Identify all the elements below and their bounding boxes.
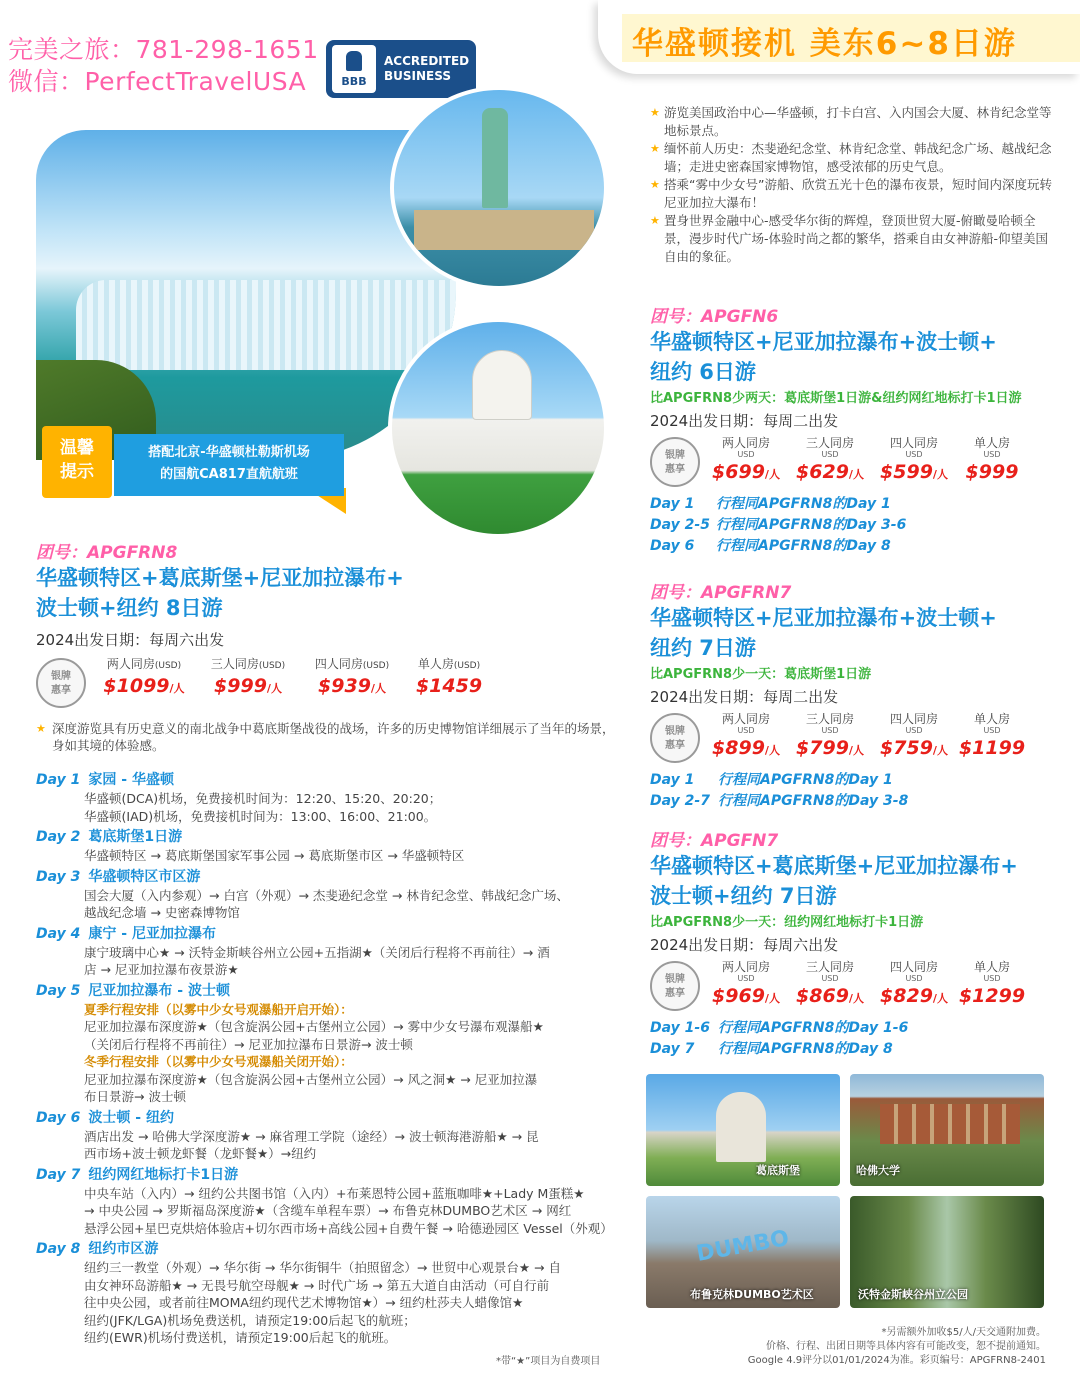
watkins-glen-photo: 沃特金斯峡谷州立公园 [850,1196,1044,1308]
dumbo-photo: DUMBO 布鲁克林DUMBO艺术区 [646,1196,840,1308]
itinerary-day-4: Day 4 康宁 - 尼亚加拉瀑布 康宁玻璃中心★ → 沃特金斯峡谷州立公园+五指湖★（关闭后行程将不再前往）→ 酒 店 → 尼亚加拉瀑布夜景游★ [36,925,550,977]
tour-diff: 比APGFRN8少一天：葛底斯堡1日游 [650,667,872,682]
tour-title: 华盛顿特区+葛底斯堡+尼亚加拉瀑布+ 波士顿+纽约 8日游 [36,566,404,620]
itinerary-day-5: Day 5 尼亚加拉瀑布 - 波士顿 夏季行程安排（以雾中少女号观瀑船开启开始）： 尼亚加拉瀑布深度游★（包含旋涡公园+古堡州立公园）→ 雾中少女号瀑布观瀑船★ （关闭后行程将不再前往）→ 尼亚加拉瀑布日景游→ 波士顿 冬季行程安排（以雾中少女号观瀑船关闭开始）： 尼亚加拉瀑布深度游★（包含旋涡公园+古堡州立公园）→ 风之洞★ → 尼亚加拉瀑 布日景游→ 波士顿 [36,982,544,1104]
silver-badge-icon: 银牌 惠享 [650,437,700,487]
price-single: 单人房 USD $1299 [958,960,1026,1007]
price-double: 两人同房 USD $699/人 [712,436,780,483]
price-single: 单人房 USD $999 [965,436,1019,483]
price-quad: 四人同房(USD) $939/人 [314,657,390,697]
departure-date: 2024出发日期：每周二出发 [650,412,839,430]
group-number: 团号：APGFRN7 [650,583,792,603]
tour-diff: 比APGFRN8少两天：葛底斯堡1日游&纽约网红地标打卡1日游 [650,391,1022,406]
price-double: 两人同房 USD $969/人 [712,960,780,1007]
travel-tip-callout [36,426,392,506]
highlights-list [650,104,1060,266]
statue-of-liberty-photo [390,86,608,290]
tour-title: 华盛顿特区+尼亚加拉瀑布+波士顿+ 纽约 6日游 [650,330,997,384]
silver-badge-icon: 银牌 惠享 [650,961,700,1011]
group-number: 团号：APGFRN8 [36,543,178,563]
day-summary: Day 1 行程同APGFRN8的Day 1 Day 2-7 行程同APGFRN8的Day 3-8 [650,772,909,809]
silver-badge-icon: 银牌 惠享 [650,713,700,763]
bbb-line2: BUSINESS [384,69,451,83]
price-table [650,713,1070,764]
contact-wechat: 微信：PerfectTravelUSA [8,67,307,96]
harvard-photo: 哈佛大学 [850,1074,1044,1186]
capitol-building-photo [388,318,608,538]
itinerary-day-7: Day 7 纽约网红地标打卡1日游 中央车站（入内）→ 纽约公共图书馆（入内）+布莱恩特公园+蓝瓶咖啡★+Lady M蛋糕★ → 中央公园 → 罗斯福岛深度游★（含缆车单程车票）→ 布鲁克林DUMBO艺术区 → 网红 悬浮公园+星巴克烘焙体验店+切尔西市场+高线公园+自费午餐 → 哈德逊园区 Vessel（外观） [36,1166,613,1236]
day-summary: Day 1 行程同APGFRN8的Day 1 Day 2-5 行程同APGFRN8的Day 3-6 Day 6 行程同APGFRN8的Day 8 [650,496,907,554]
highlight-item: ★ 置身世界金融中心-感受华尔街的辉煌，登顶世贸大厦-俯瞰曼哈顿全景，漫步时代广场-体验时尚之都的繁华，搭乘自由女神游船-仰望美国自由的象征。 [650,212,1060,266]
highlight-item: ★ 缅怀前人历史：杰斐逊纪念堂、林肯纪念堂、韩战纪念广场、越战纪念墙；走进史密森国家博物馆，感受浓郁的历史气息。 [650,140,1060,176]
contact-info [8,34,319,98]
price-table [650,961,1070,1012]
itinerary [36,770,616,1349]
gettysburg-photo: 葛底斯堡 [646,1074,840,1186]
tour-title: 华盛顿特区+尼亚加拉瀑布+波士顿+ 纽约 7日游 [650,606,997,660]
bbb-torch-icon: BBB [332,45,376,93]
price-double: 两人同房 USD $899/人 [712,712,780,759]
tip-text: 搭配北京-华盛顿杜勒斯机场 的国航CA817直航航班 [114,434,344,496]
tip-tag: 温馨 提示 [42,426,112,498]
tour-apgfn7 [650,826,1070,1060]
price-triple: 三人同房 USD $629/人 [796,436,864,483]
price-double: 两人同房(USD) $1099/人 [103,657,185,697]
departure-date: 2024出发日期：每周二出发 [650,688,839,706]
banner-title: 华盛顿接机 美东6~8日游 [632,26,1017,62]
itinerary-day-6: Day 6 波士顿 - 纽约 酒店出发 → 哈佛大学深度游★ → 麻省理工学院（途经）→ 波士顿海港游船★ → 昆 西市场+波士顿龙虾餐（龙虾餐★）→纽约 [36,1109,539,1161]
price-triple: 三人同房 USD $799/人 [796,712,864,759]
tour-diff: 比APGFRN8少一天：纽约网红地标打卡1日游 [650,915,924,930]
tour-note: ★ 深度游览具有历史意义的南北战争中葛底斯堡战役的战场，许多的历史博物馆详细展示了当年的场景，身如其境的体验感。 [36,720,616,754]
price-quad: 四人同房 USD $599/人 [880,436,948,483]
itinerary-day-2: Day 2 葛底斯堡1日游 华盛顿特区 → 葛底斯堡国家军事公园 → 葛底斯堡市区 → 华盛顿特区 [36,829,465,863]
title-banner [598,0,1080,74]
tour-apgfn6 [650,302,1070,557]
price-triple: 三人同房(USD) $999/人 [210,657,286,697]
itinerary-day-3: Day 3 华盛顿特区市区游 国会大厦（入内参观）→ 白宫（外观）→ 杰斐逊纪念堂 → 林肯纪念堂、韩战纪念广场、 越战纪念墙 → 史密森博物馆 [36,868,569,920]
price-triple: 三人同房 USD $869/人 [796,960,864,1007]
itinerary-day-8: Day 8 纽约市区游 纽约三一教堂（外观）→ 华尔街 → 华尔街铜牛（拍照留念）→ 世贸中心观景台★ → 自 由女神环岛游船★ → 无畏号航空母舰★ → 时代广场 → 第五大道自由活动（可自行前 往中央公园，或者前往MOMA纽约现代艺术博物馆★）→ 纽约杜莎夫人蜡像馆★ 纽约(JFK/LGA)机场免费送机，请预定19:00后起飞的航班； 纽约(EWR)机场付费送机，请预定19:00后起飞的航班。 [36,1241,561,1345]
price-quad: 四人同房 USD $759/人 [880,712,948,759]
footer-notes: *另需额外加收$5/人/天交通附加费。 价格、行程、出团日期等具体内容有可能改变，恕不提前通知。 Google 4.9评分以01/01/2024为准。彩页编号：APGFRN8-2401 [747,1327,1046,1366]
tour-apgfrn7 [650,578,1070,812]
day-summary: Day 1-6 行程同APGFRN8的Day 1-6 Day 7 行程同APGFRN8的Day 8 [650,1020,909,1057]
group-number: 团号：APGFN6 [650,307,779,327]
itinerary-day-1: Day 1 家园 - 华盛顿 华盛顿(DCA)机场，免费接机时间为：12:20、15:20、20:20； 华盛顿(IAD)机场，免费接机时间为：13:00、16:00、21:00。 [36,772,442,824]
price-single: 单人房(USD) $1459 [415,657,483,697]
photo-grid [646,1074,1046,1308]
contact-phone: 完美之旅：781-298-1651 [8,35,319,64]
price-table [650,437,1070,488]
bbb-accredited-badge [326,40,476,98]
self-pay-footnote: *带“★”项目为自费项目 [496,1356,601,1367]
bbb-line1: ACCREDITED [384,54,470,68]
tour-title: 华盛顿特区+葛底斯堡+尼亚加拉瀑布+ 波士顿+纽约 7日游 [650,854,1018,908]
price-single: 单人房 USD $1199 [958,712,1026,759]
price-quad: 四人同房 USD $829/人 [880,960,948,1007]
highlight-item: ★ 搭乘“雾中少女号”游船、欣赏五光十色的瀑布夜景，短时间内深度玩转尼亚加拉大瀑布！ [650,176,1060,212]
group-number: 团号：APGFN7 [650,831,779,851]
price-table [36,658,616,708]
departure-date: 2024出发日期：每周六出发 [36,631,225,649]
silver-badge-icon: 银牌 惠享 [36,658,86,708]
departure-date: 2024出发日期：每周六出发 [650,936,839,954]
highlight-item: ★ 游览美国政治中心—华盛顿，打卡白宫、入内国会大厦、林肯纪念堂等地标景点。 [650,104,1060,140]
tour-apgfrn8 [36,538,616,754]
